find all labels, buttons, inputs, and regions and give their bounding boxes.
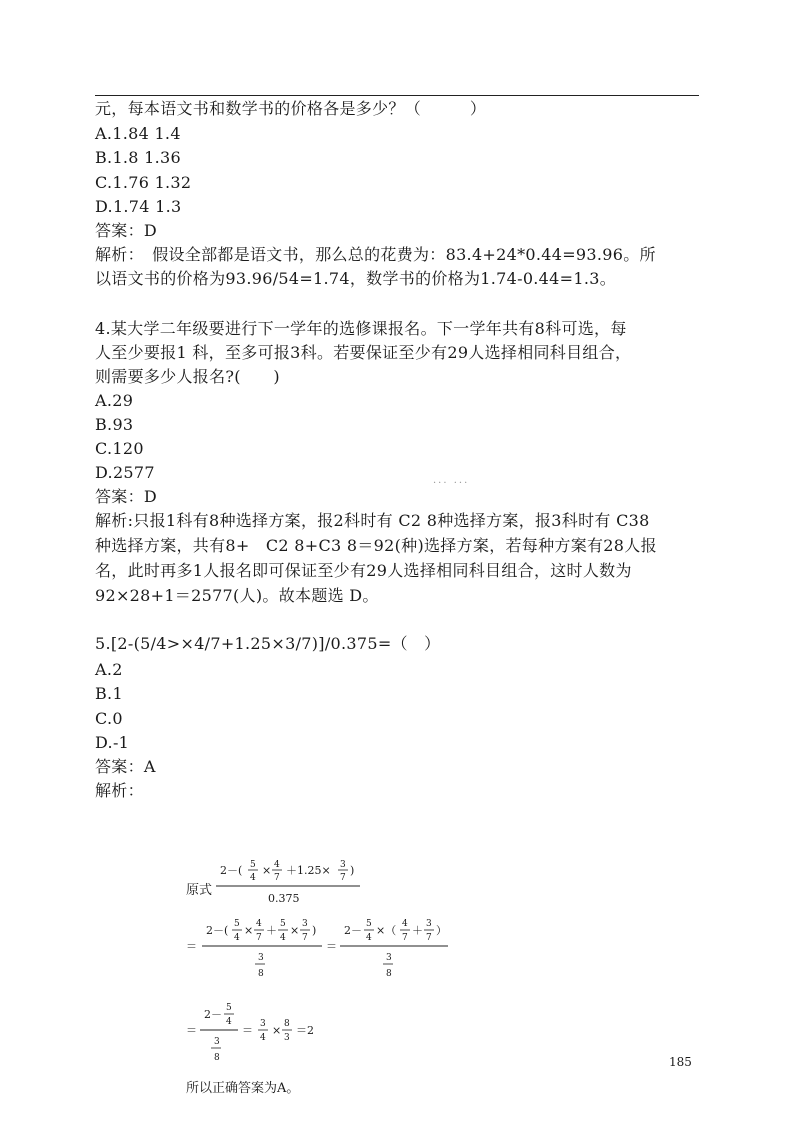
q4-stem-line-1: 4.某大学二年级要进行下一学年的选修课报名。下一学年共有8科可选，每 [95, 319, 627, 338]
svg-text:3: 3 [260, 1019, 266, 1029]
q4-analysis-line-2: 种选择方案，共有8+ C2 8+C3 8＝92(种)选择方案，若每种方案有28人报 [95, 536, 657, 555]
svg-text:8: 8 [258, 969, 264, 979]
svg-text:2－: 2－ [204, 1008, 222, 1021]
svg-text:4: 4 [226, 1017, 232, 1027]
svg-text:7: 7 [302, 933, 308, 943]
svg-text:): ) [312, 924, 317, 937]
svg-text:3: 3 [340, 860, 346, 870]
svg-text:4: 4 [250, 873, 256, 883]
math-prefix: 原式 [186, 883, 213, 898]
svg-text:4: 4 [280, 933, 286, 943]
svg-text:4: 4 [234, 933, 240, 943]
svg-text:7: 7 [340, 873, 346, 883]
svg-text:4: 4 [274, 860, 280, 870]
header-rule [95, 95, 699, 96]
svg-text:3: 3 [426, 919, 432, 929]
svg-text:4: 4 [366, 933, 372, 943]
q3-option-b: B.1.8 1.36 [95, 148, 181, 167]
svg-text:): ) [350, 864, 355, 877]
q3-option-d: D.1.74 1.3 [95, 197, 182, 216]
svg-text:3: 3 [284, 1033, 290, 1043]
svg-text:5: 5 [234, 919, 240, 929]
q4-analysis-line-3: 名，此时再多1人报名即可保证至少有29人选择相同科目组合，这时人数为 [95, 561, 632, 580]
q3-answer: 答案：D [95, 221, 158, 240]
q3-stem-tail: 元，每本语文书和数学书的价格各是多少？（ ） [95, 99, 487, 118]
q4-stem-line-3: 则需要多少人报名?( ) [95, 367, 280, 386]
q4-analysis-line-1: 解析:只报1科有8种选择方案，报2科时有 C2 8种选择方案，报3科时有 C38 [95, 511, 650, 530]
svg-text:＝2: ＝2 [296, 1024, 314, 1037]
q3-option-a: A.1.84 1.4 [95, 124, 181, 143]
svg-text:3: 3 [386, 953, 392, 963]
q5-option-c: C.0 [95, 709, 123, 728]
svg-text:2－(: 2－( [206, 924, 229, 937]
svg-text:5: 5 [250, 860, 256, 870]
svg-text:＝: ＝ [186, 1024, 197, 1037]
svg-text:×: × [290, 924, 300, 937]
q4-option-d: D.2577 [95, 463, 155, 482]
math-conclusion: 所以正确答案为A。 [186, 1081, 300, 1096]
svg-text:8: 8 [386, 969, 392, 979]
svg-text:＋: ＋ [412, 924, 423, 937]
svg-text:8: 8 [214, 1053, 220, 1063]
q3-option-c: C.1.76 1.32 [95, 173, 192, 192]
page-number: 185 [669, 1055, 692, 1069]
q5-option-d: D.-1 [95, 733, 130, 752]
q5-option-a: A.2 [95, 660, 123, 679]
svg-text:2－(: 2－( [220, 864, 243, 877]
svg-text:3: 3 [214, 1037, 220, 1047]
svg-text:＝: ＝ [186, 940, 197, 953]
svg-text:5: 5 [226, 1003, 232, 1013]
svg-text:7: 7 [426, 933, 432, 943]
math-work-figure [180, 850, 480, 1100]
q4-analysis-line-4: 92×28+1＝2577(人)。故本题选 D。 [95, 586, 379, 605]
svg-text:＋: ＋ [266, 924, 277, 937]
svg-text:3: 3 [258, 953, 264, 963]
q4-option-c: C.120 [95, 439, 144, 458]
q5-answer: 答案：A [95, 757, 156, 776]
q5-option-b: B.1 [95, 684, 123, 703]
q4-answer: 答案：D [95, 487, 158, 506]
q5-stem: 5.[2-(5/4>×4/7+1.25×3/7)]/0.375=（ ） [95, 634, 441, 653]
q4-option-a: A.29 [95, 391, 134, 410]
q4-stem-line-2: 人至少要报1 科，至多可报3科。若要保证至少有29人选择相同科目组合， [95, 343, 632, 362]
scan-marks: ··· ··· [433, 478, 470, 489]
svg-text:5: 5 [280, 919, 286, 929]
svg-text:×（: ×（ [376, 924, 397, 937]
svg-text:＋1.25×: ＋1.25× [286, 864, 331, 877]
svg-text:4: 4 [260, 1033, 266, 1043]
svg-text:＝: ＝ [242, 1024, 253, 1037]
svg-text:×: × [272, 1024, 282, 1037]
svg-text:4: 4 [256, 919, 262, 929]
svg-text:7: 7 [402, 933, 408, 943]
svg-text:4: 4 [402, 919, 408, 929]
svg-text:5: 5 [366, 919, 372, 929]
svg-text:7: 7 [256, 933, 262, 943]
q5-analysis-label: 解析： [95, 781, 144, 800]
q4-option-b: B.93 [95, 415, 134, 434]
svg-text:＝: ＝ [326, 940, 337, 953]
q3-analysis-line-2: 以语文书的价格为93.96/54=1.74，数学书的价格为1.74-0.44=1.3。 [95, 269, 616, 288]
svg-text:0.375: 0.375 [268, 892, 300, 905]
svg-text:×: × [244, 924, 254, 937]
svg-text:2－: 2－ [344, 924, 362, 937]
q3-analysis-line-1: 解析： 假设全部都是语文书，那么总的花费为：83.4+24*0.44=93.96。所 [95, 245, 656, 264]
svg-text:8: 8 [284, 1019, 290, 1029]
svg-text:×: × [262, 864, 272, 877]
svg-text:）: ） [436, 924, 447, 937]
svg-text:7: 7 [274, 873, 280, 883]
svg-text:3: 3 [302, 919, 308, 929]
